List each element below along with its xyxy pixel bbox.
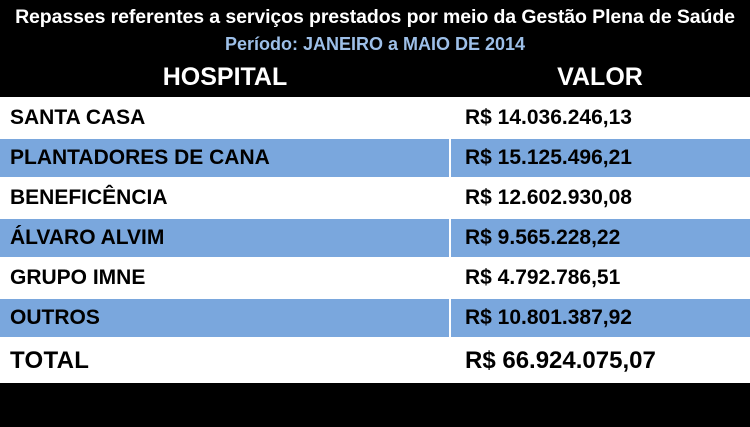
repasses-table <box>0 57 750 383</box>
page-subtitle: Período: JANEIRO a MAIO DE 2014 <box>224 33 526 54</box>
cell-valor: R$ 4.792.786,51 <box>450 258 750 298</box>
cell-hospital: OUTROS <box>0 298 450 338</box>
cell-hospital: GRUPO IMNE <box>0 258 450 298</box>
table-row <box>0 258 750 298</box>
table-header-row <box>0 57 750 98</box>
cell-hospital: SANTA CASA <box>0 98 450 138</box>
table-row <box>0 218 750 258</box>
cell-valor: R$ 15.125.496,21 <box>450 138 750 178</box>
table-body <box>0 98 750 383</box>
page-title: Repasses referentes a serviços prestados por meio da Gestão Plena de Saúde <box>15 6 735 28</box>
column-header-valor: VALOR <box>450 57 750 98</box>
cell-hospital: PLANTADORES DE CANA <box>0 138 450 178</box>
title-block <box>0 0 750 57</box>
table-header <box>0 57 750 98</box>
cell-total-label: TOTAL <box>0 338 450 383</box>
table-row <box>0 178 750 218</box>
table-row <box>0 298 750 338</box>
table-row <box>0 138 750 178</box>
table-total-row <box>0 338 750 383</box>
cell-total-valor: R$ 66.924.075,07 <box>450 338 750 383</box>
column-header-hospital: HOSPITAL <box>0 57 450 98</box>
cell-valor: R$ 12.602.930,08 <box>450 178 750 218</box>
cell-valor: R$ 14.036.246,13 <box>450 98 750 138</box>
table-row <box>0 98 750 138</box>
cell-valor: R$ 10.801.387,92 <box>450 298 750 338</box>
cell-hospital: ÁLVARO ALVIM <box>0 218 450 258</box>
cell-valor: R$ 9.565.228,22 <box>450 218 750 258</box>
cell-hospital: BENEFICÊNCIA <box>0 178 450 218</box>
